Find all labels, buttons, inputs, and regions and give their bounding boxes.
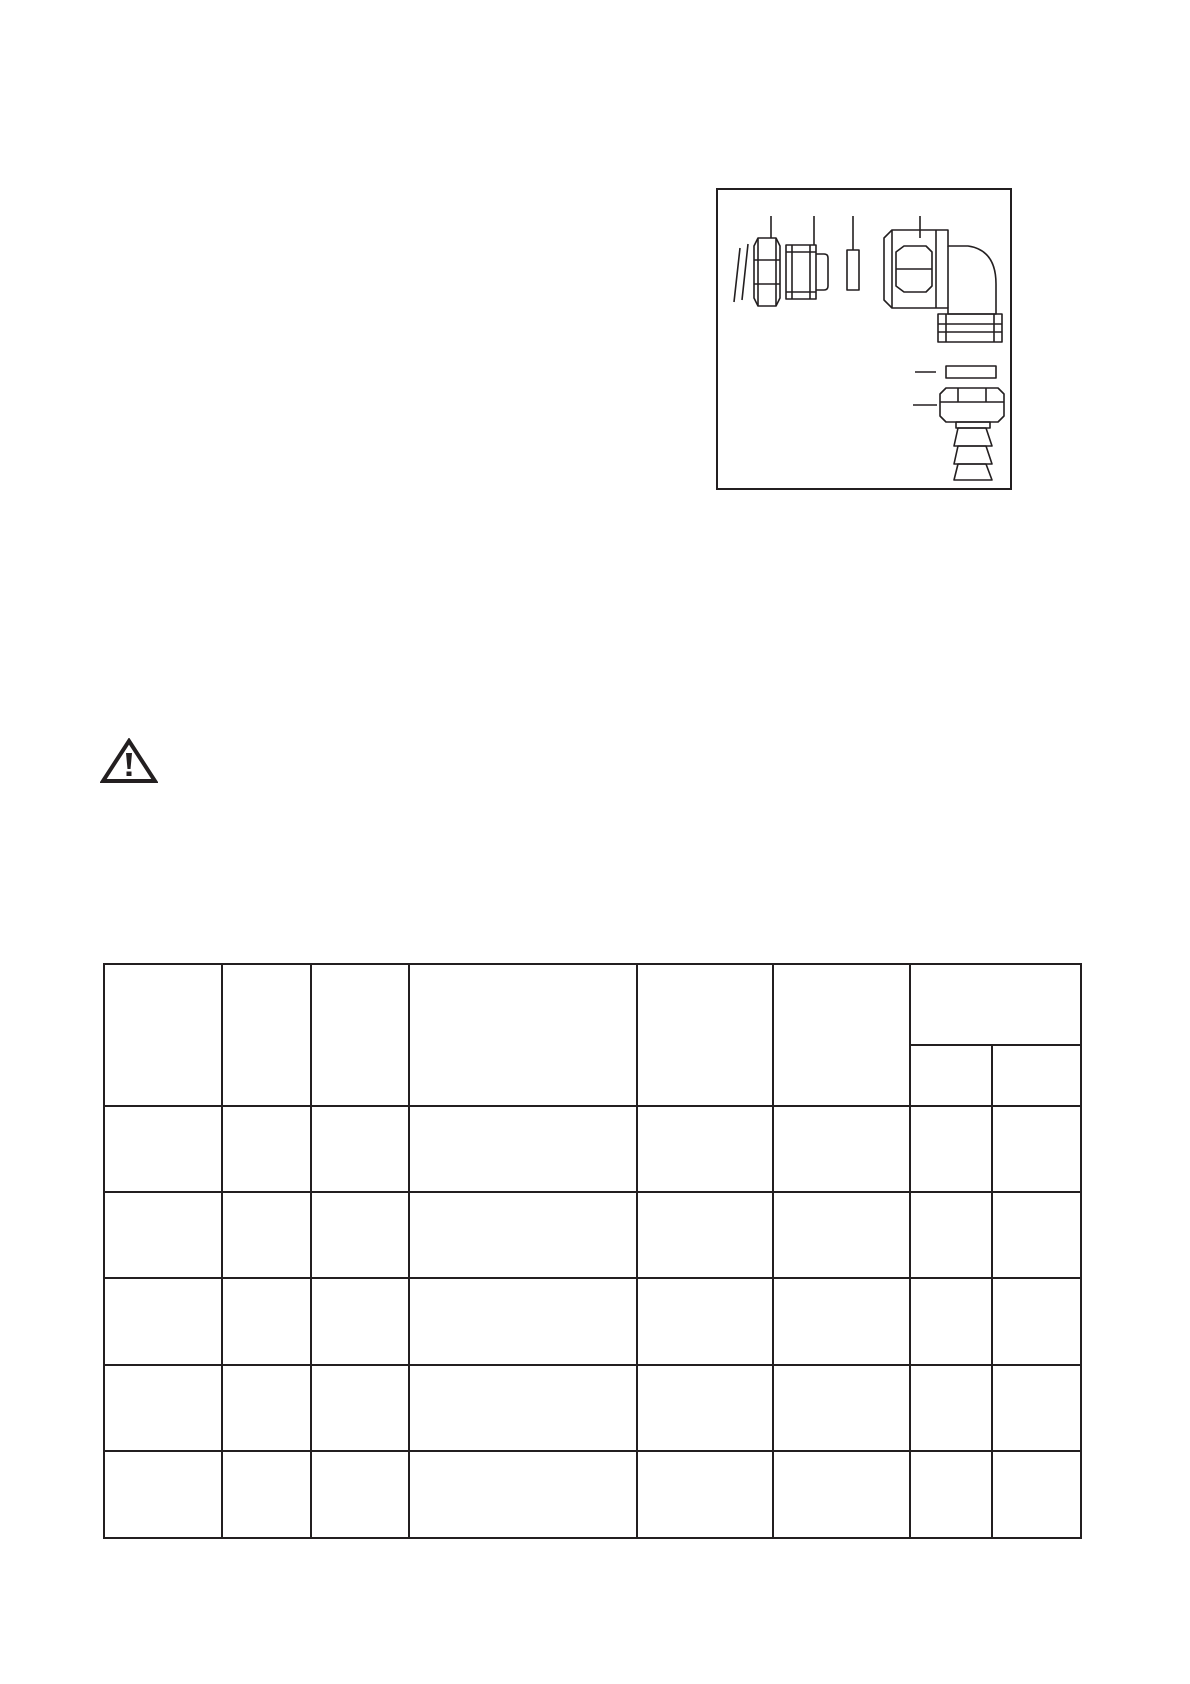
- hose-fitting-assembly-icon: [718, 190, 1010, 488]
- table-subheader-cell: [992, 1045, 1081, 1106]
- table-cell: [104, 1192, 222, 1278]
- threaded-sleeve: [786, 245, 828, 299]
- table-header-cell: [104, 964, 222, 1106]
- table-header-cell: [637, 964, 773, 1106]
- table-cell: [222, 1365, 311, 1451]
- table-cell: [910, 1192, 992, 1278]
- table-row: [104, 1278, 1081, 1365]
- table-cell: [637, 1451, 773, 1538]
- table-cell: [311, 1451, 409, 1538]
- table-cell: [409, 1451, 637, 1538]
- table-cell: [773, 1365, 910, 1451]
- table-cell: [992, 1106, 1081, 1192]
- table-row: [104, 1451, 1081, 1538]
- table-cell: [222, 1192, 311, 1278]
- table-header-cell: [222, 964, 311, 1106]
- table-cell: [773, 1451, 910, 1538]
- hex-nut: [754, 238, 780, 306]
- table-cell: [104, 1106, 222, 1192]
- table-cell: [910, 1106, 992, 1192]
- table-cell: [104, 1278, 222, 1365]
- table-row: [104, 1106, 1081, 1192]
- table-cell: [311, 1365, 409, 1451]
- table-cell: [104, 1451, 222, 1538]
- tail-nut: [940, 388, 1004, 422]
- table-cell: [637, 1106, 773, 1192]
- table-cell: [311, 1192, 409, 1278]
- table-cell: [222, 1451, 311, 1538]
- table-cell: [910, 1365, 992, 1451]
- table-cell: [409, 1192, 637, 1278]
- table-cell: [992, 1192, 1081, 1278]
- table-cell: [409, 1278, 637, 1365]
- table-cell: [311, 1278, 409, 1365]
- table-cell: [637, 1192, 773, 1278]
- table-cell: [773, 1106, 910, 1192]
- warning-triangle-icon: [100, 738, 158, 789]
- elbow-fitting: [884, 230, 1002, 342]
- table-cell: [910, 1278, 992, 1365]
- table-cell: [992, 1365, 1081, 1451]
- table-cell: [773, 1278, 910, 1365]
- table-row: [104, 1365, 1081, 1451]
- spec-table: [103, 963, 1082, 1539]
- table-header-cell: [773, 964, 910, 1106]
- table-cell: [222, 1106, 311, 1192]
- barbed-tail: [954, 422, 992, 480]
- table-cell: [992, 1278, 1081, 1365]
- table-row: [104, 1192, 1081, 1278]
- table-cell: [992, 1451, 1081, 1538]
- table-cell: [409, 1106, 637, 1192]
- table-subheader-cell: [910, 1045, 992, 1106]
- hose-end: [734, 244, 748, 302]
- table-cell: [773, 1192, 910, 1278]
- table-cell: [104, 1365, 222, 1451]
- table-cell: [910, 1451, 992, 1538]
- table-header-cell: [409, 964, 637, 1106]
- table-header-group-cell: [910, 964, 1081, 1045]
- fitting-diagram: [716, 188, 1012, 490]
- washer: [847, 250, 859, 290]
- table-cell: [637, 1278, 773, 1365]
- table-header-row: [104, 964, 1081, 1045]
- table-header-cell: [311, 964, 409, 1106]
- table-cell: [409, 1365, 637, 1451]
- flat-seal: [946, 366, 996, 378]
- table-cell: [222, 1278, 311, 1365]
- table-cell: [637, 1365, 773, 1451]
- table-cell: [311, 1106, 409, 1192]
